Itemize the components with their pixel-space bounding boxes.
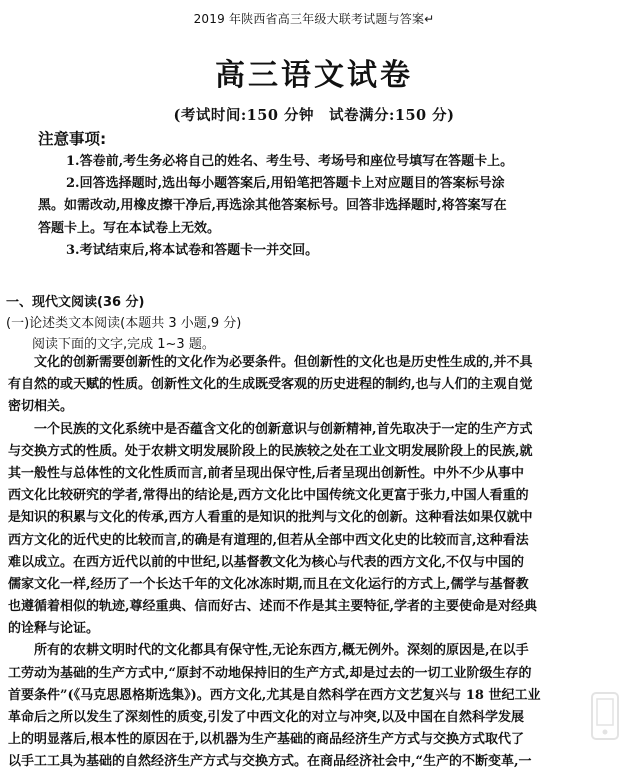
reading-instruction: 阅读下面的文字,完成 1~3 题。 (32, 337, 215, 352)
document-source-line: 2019 年陕西省高三年级大联考试题与答案↵ (193, 12, 435, 26)
subsection-heading: (一)论述类文本阅读(本题共 3 小题,9 分) (6, 316, 242, 331)
notes-line: 黑。如需改动,用橡皮擦干净后,再选涂其他答案标号。回答非选择题时,将答案写在 (38, 198, 507, 214)
passage-line: 工劳动为基础的生产方式中,“原封不动地保持旧的生产方式,却是过去的一切工业阶级生存的 (8, 665, 532, 681)
passage-line: 西方文化的近代史的比较而言,的确是有道理的,但若从全部中西文化史的比较而言,这种看法 (8, 532, 529, 548)
passage-line: 有自然的或天赋的性质。创新性文化的生成既受客观的历史进程的制约,也与人们的主观自觉 (8, 377, 533, 393)
passage-line: 其一般性与总体性的文化性质而言,前者呈现出保守性,后者呈现出创新性。中外不少从事中 (8, 465, 525, 481)
passage-line: 是知识的积累与文化的传承,西方人看重的是知识的批判与文化的创新。这种看法如果仅就中 (8, 510, 533, 526)
passage-line: 与交换方式的性质。处于农耕文明发展阶段上的民族较之处在工业文明发展阶段上的民族,就 (8, 443, 533, 459)
passage-line: 上的明显落后,根本性的原因在于,以机器为生产基础的商品经济生产方式与交换方式取代了 (8, 732, 525, 748)
exam-info: (考试时间:150 分钟 试卷满分:150 分) (173, 107, 455, 124)
notes-block (8, 151, 614, 262)
passage-line: 一个民族的文化系统中是否蕴含文化的创新意识与创新精神,首先取决于一定的生产方式 (34, 421, 533, 437)
passage-line: 的诠释与论证。 (8, 621, 100, 637)
notes-line: 1.答卷前,考生务必将自己的姓名、考生号、考场号和座位号填写在答题卡上。 (66, 154, 514, 169)
passage-line: 首要条件”(《马克思恩格斯选集》)。西方文化,尤其是自然科学在西方文艺复兴与 18 世纪工业 (8, 687, 541, 703)
watermark-icon (588, 689, 622, 743)
passage-line: 革命后之所以发生了深刻性的质变,引发了中西文化的对立与冲突,以及中国在自然科学发展 (8, 710, 525, 725)
section-heading: 一、现代文阅读(36 分) (6, 295, 145, 310)
passage-line: 所有的农耕文明时代的文化都具有保守性,无论东西方,概无例外。深刻的原因是,在以手 (34, 643, 529, 659)
passage-line: 西文化比较研究的学者,常得出的结论是,西方文化比中国传统文化更富于张力,中国人看重的 (8, 488, 529, 504)
passage-line: 文化的创新需要创新性的文化作为必要条件。但创新性的文化也是历史性生成的,并不具 (34, 355, 533, 370)
reading-passage (8, 352, 614, 774)
notes-title: 注意事项: (38, 130, 107, 148)
page-title: 高三语文试卷 (215, 58, 413, 93)
notes-line: 答题卡上。写在本试卷上无效。 (38, 220, 221, 236)
passage-line: 密切相关。 (8, 399, 74, 415)
notes-line: 3.考试结束后,将本试卷和答题卡一并交回。 (66, 242, 319, 258)
passage-line: 难以成立。在西方近代以前的中世纪,以基督教文化为核心与代表的西方文化,不仅与中国的 (8, 554, 525, 570)
passage-line: 儒家文化一样,经历了一个长达千年的文化冰冻时期,而且在文化运行的方式上,儒学与基督教 (8, 576, 529, 592)
passage-line: 也遵循着相似的轨迹,尊经重典、信而好古、述而不作是其主要特征,学者的主要使命是对经典 (8, 599, 538, 615)
notes-line: 2.回答选择题时,选出每小题答案后,用铅笔把答题卡上对应题目的答案标号涂 (66, 176, 505, 192)
passage-line: 以手工工具为基础的自然经济生产方式与交换方式。在商品经济社会中,“生产的不断变革,一 (8, 754, 532, 770)
